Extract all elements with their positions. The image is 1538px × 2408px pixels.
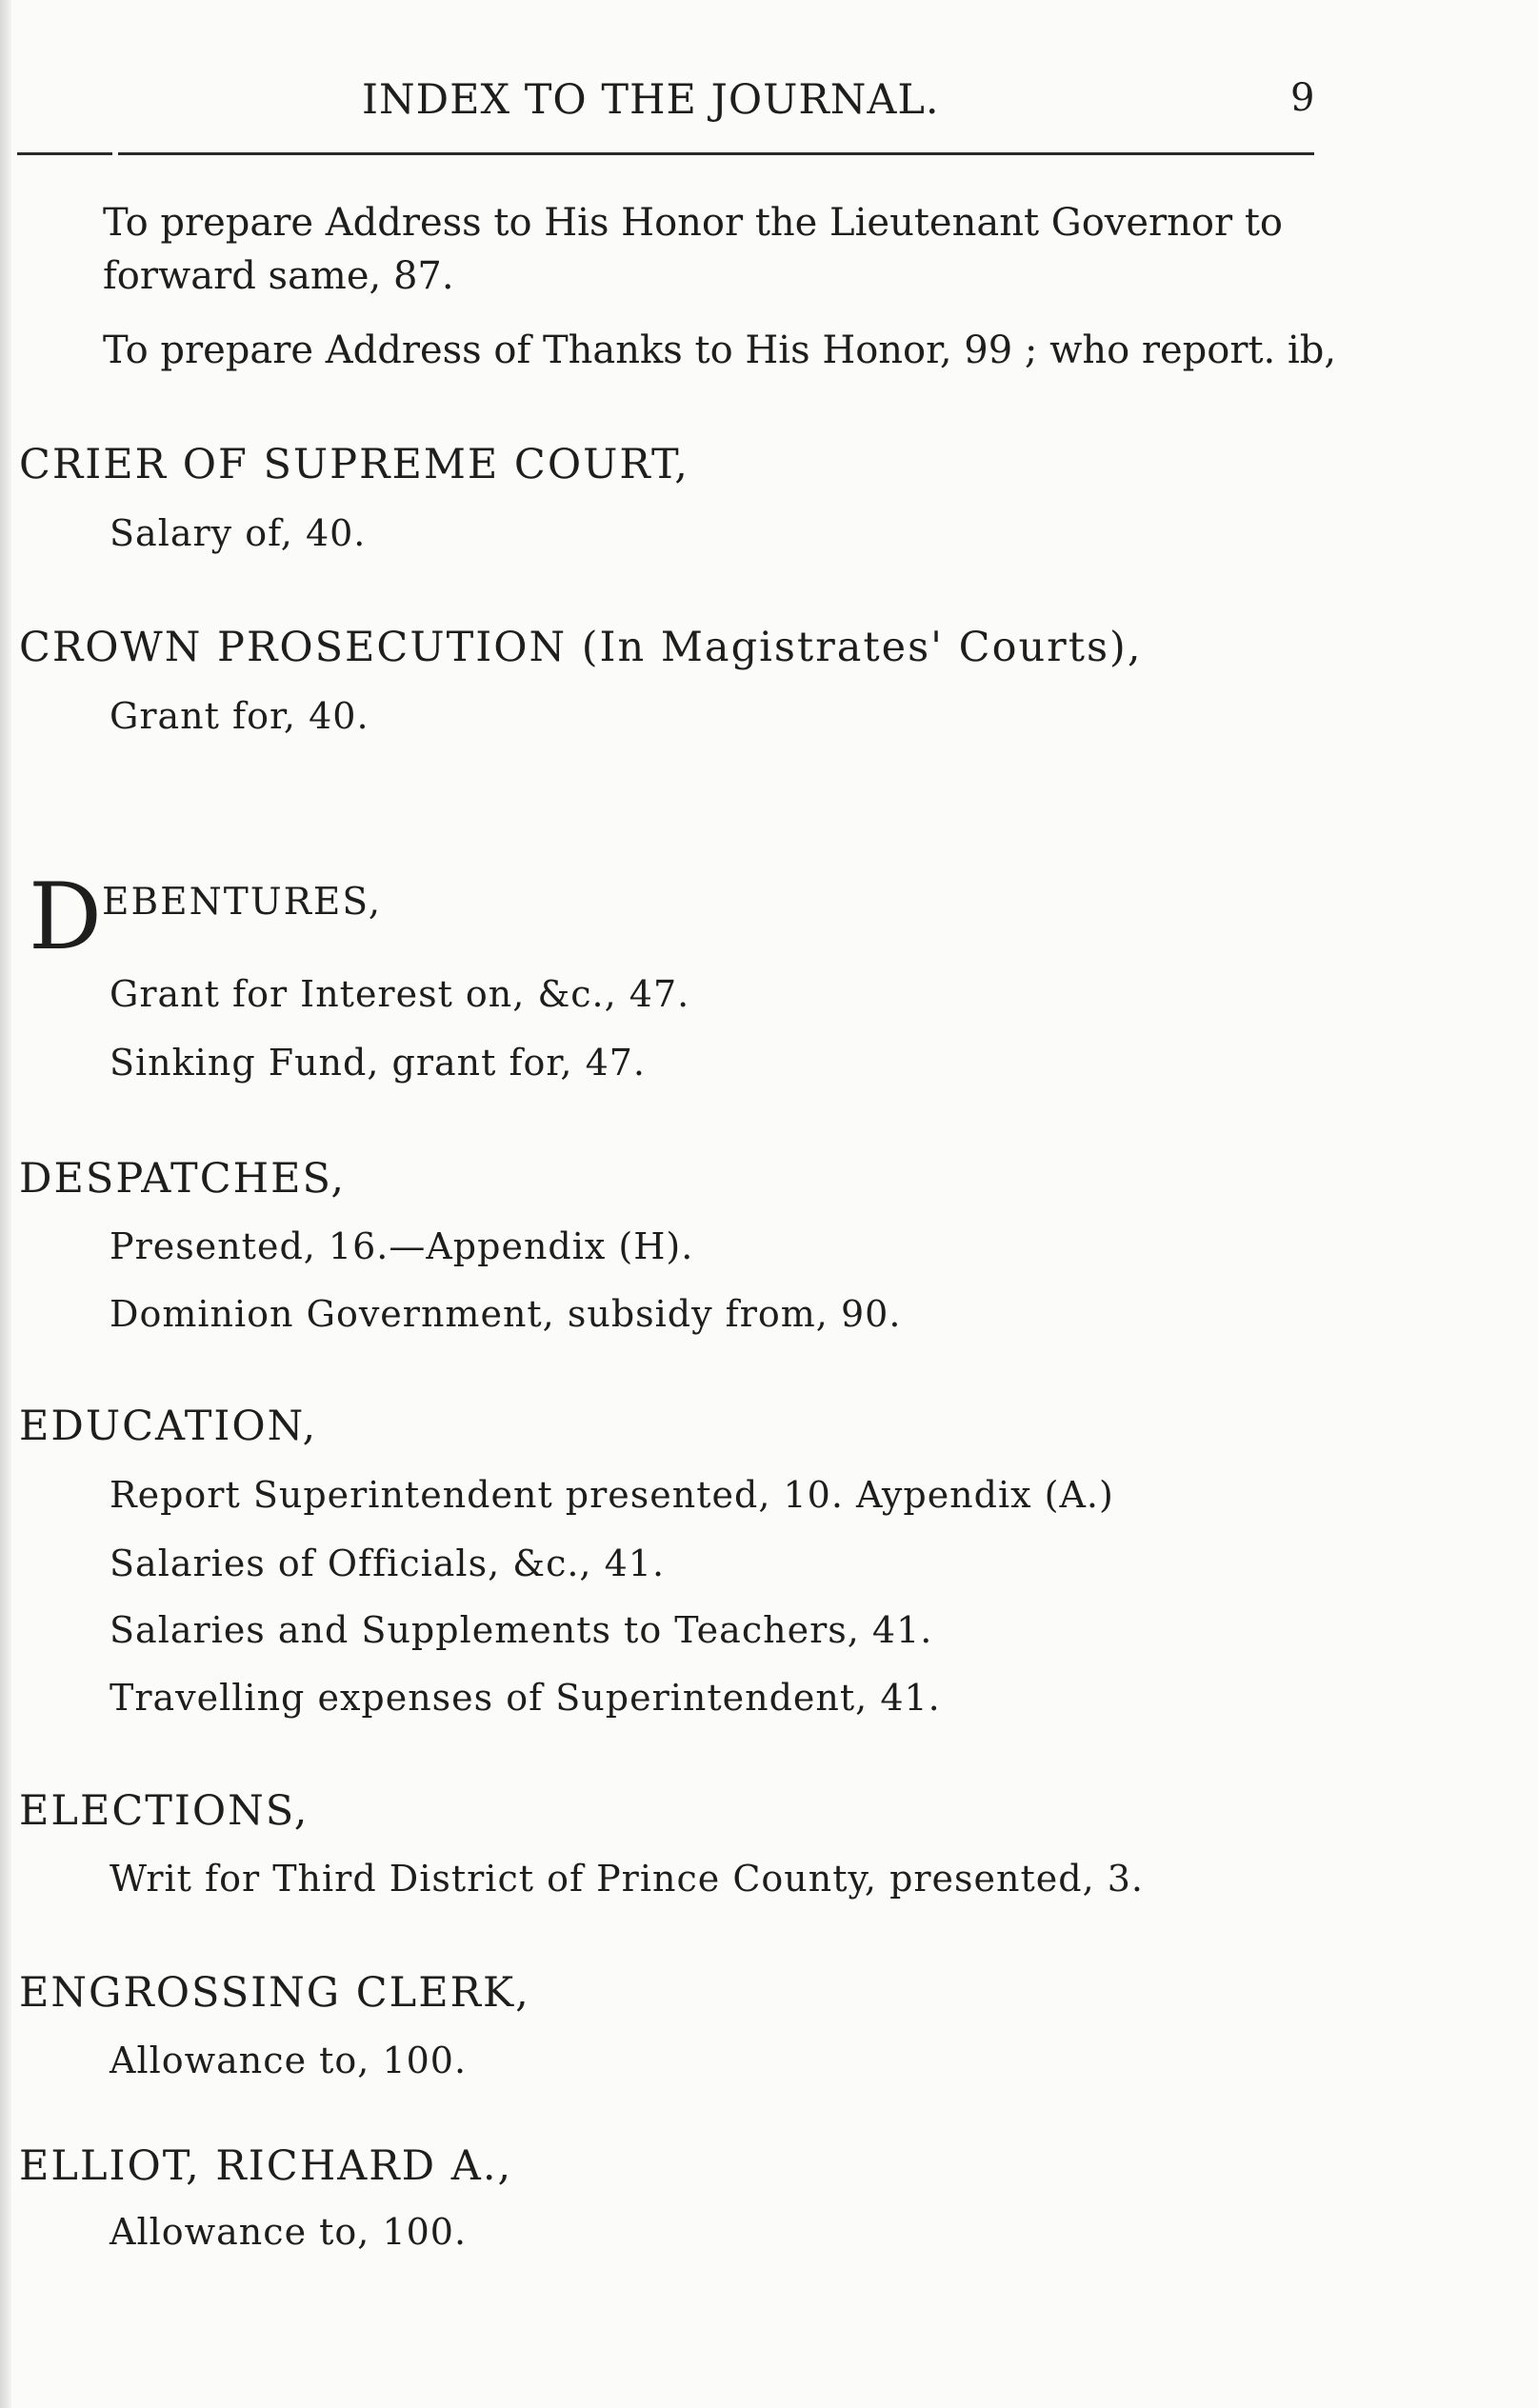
entry-heading-despatches: DESPATCHES,: [19, 1155, 347, 1203]
running-header-title: INDEX TO THE JOURNAL.: [362, 76, 940, 124]
entry-heading-crier: CRIER OF SUPREME COURT,: [19, 441, 689, 488]
entry-heading-crown-prosecution: CROWN PROSECUTION (In Magistrates' Courts),: [19, 624, 1143, 671]
page-number: 9: [1290, 76, 1315, 120]
entry-item: Allowance to, 100.: [110, 2040, 468, 2081]
entry-heading-rest: EBENTURES,: [101, 881, 383, 924]
entry-heading-elliot: ELLIOT, RICHARD A.,: [19, 2142, 513, 2190]
intro-line-1: To prepare Address to His Honor the Lieutenant Governor to: [103, 201, 1284, 245]
entry-item: Grant for, 40.: [110, 695, 370, 737]
entry-item: Travelling expenses of Superintendent, 41.: [110, 1677, 941, 1719]
entry-item: Allowance to, 100.: [110, 2211, 468, 2253]
entry-heading-engrossing-clerk: ENGROSSING CLERK,: [19, 1969, 530, 2017]
entry-item: Sinking Fund, grant for, 47.: [110, 1042, 647, 1084]
drop-cap-letter: D: [29, 864, 102, 970]
intro-line-2: forward same, 87.: [103, 254, 454, 298]
entry-item: Salaries and Supplements to Teachers, 41.: [110, 1609, 933, 1651]
entry-item: Salaries of Officials, &c., 41.: [110, 1542, 666, 1584]
header-rule: [118, 152, 1314, 155]
entry-item: Grant for Interest on, &c., 47.: [110, 973, 690, 1015]
entry-item: Dominion Government, subsidy from, 90.: [110, 1293, 902, 1335]
entry-item: Presented, 16.—Appendix (H).: [110, 1225, 694, 1267]
header-rule-left: [17, 152, 112, 155]
entry-heading-education: EDUCATION,: [19, 1403, 318, 1450]
entry-heading-debentures: [29, 864, 383, 970]
entry-item: Writ for Third District of Prince County, presented, 3.: [110, 1858, 1145, 1900]
entry-heading-elections: ELECTIONS,: [19, 1787, 310, 1835]
entry-item: Salary of, 40.: [110, 512, 367, 554]
page-spine-edge: [0, 0, 11, 2408]
entry-item: Report Superintendent presented, 10. Aypendix (A.): [110, 1474, 1114, 1516]
intro-line-3: To prepare Address of Thanks to His Honor, 99 ; who report. ib,: [103, 328, 1337, 372]
